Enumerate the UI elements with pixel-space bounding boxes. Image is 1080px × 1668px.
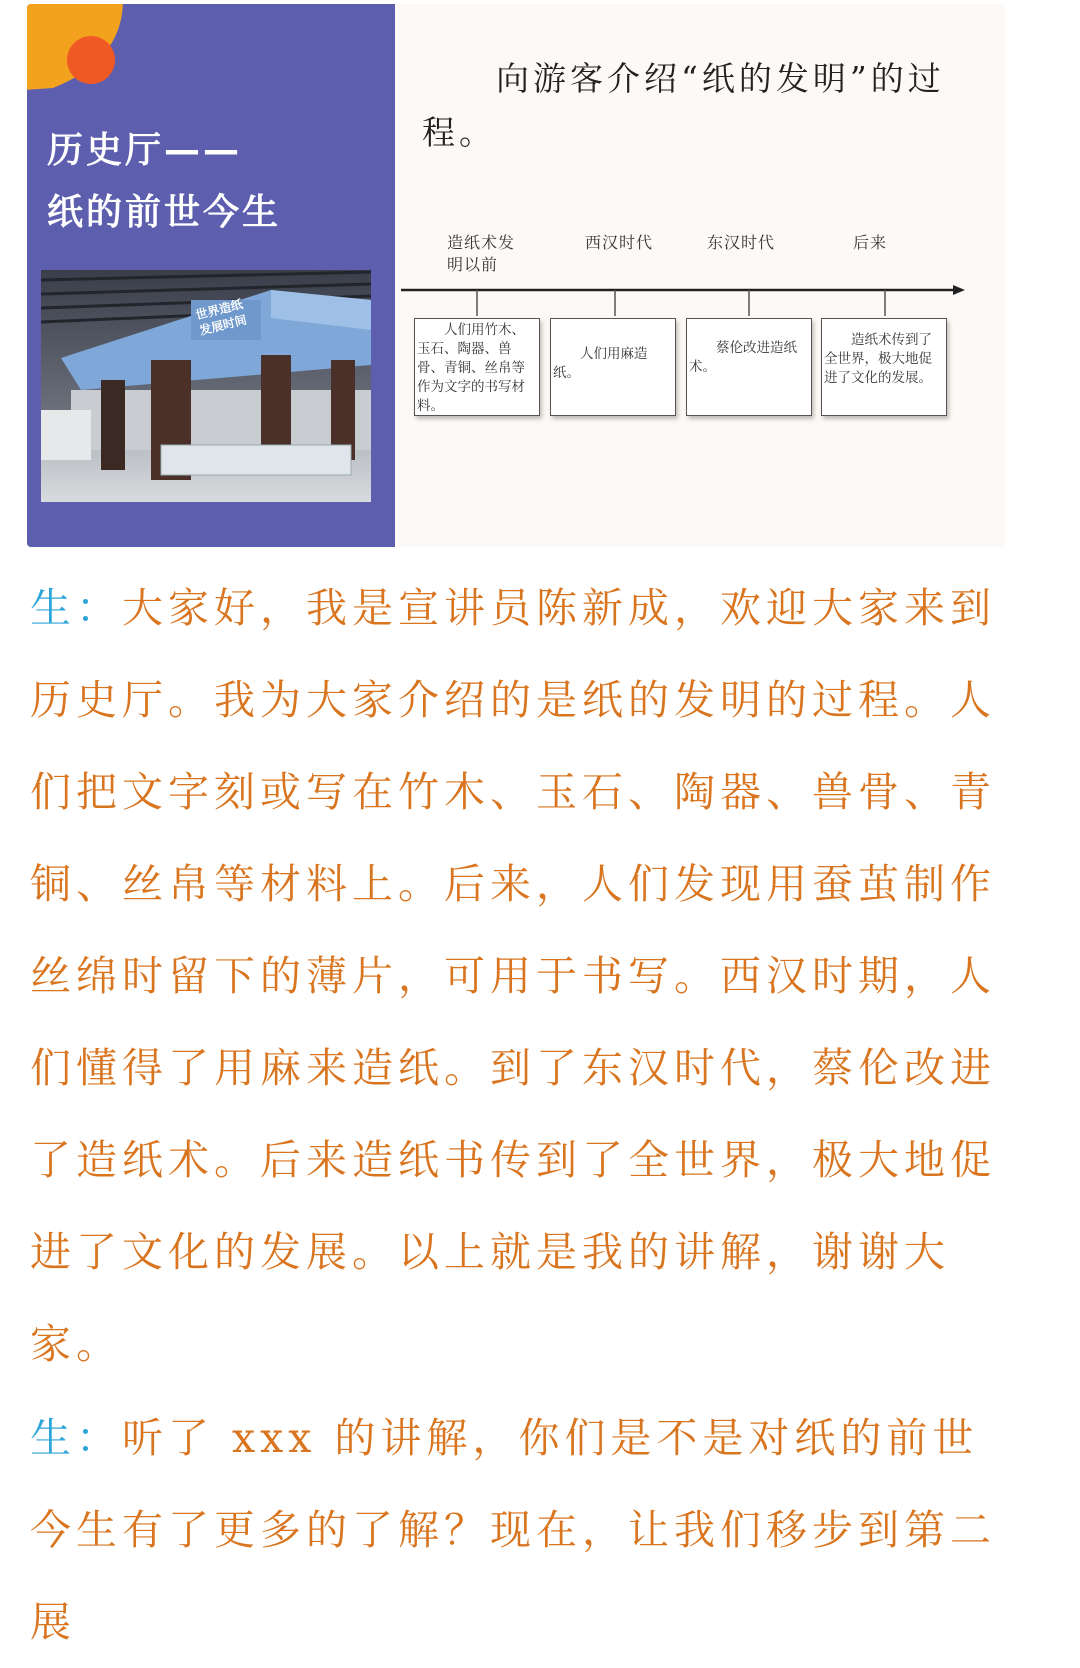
- timeline-era-2: 西汉时代: [585, 233, 654, 252]
- timeline-era-3: 东汉时代: [707, 233, 776, 252]
- timeline-box-2: 人们用麻造纸。: [550, 318, 676, 416]
- timeline-box-3: 蔡伦改进造纸术。: [686, 318, 812, 416]
- narration-text: 听了 xxx 的讲解，你们是不是对纸的前世今生有了更多的了解？现在，让我们移步到第二展: [30, 1414, 996, 1646]
- speaker-label: 生：: [30, 1414, 122, 1462]
- poster-title-line2: 纸的前世今生: [47, 192, 282, 233]
- narration-paragraph-2: [30, 1392, 1020, 1668]
- poster-left-panel: [27, 4, 395, 547]
- timeline-box-1: 人们用竹木、玉石、陶器、兽骨、青铜、丝帛等作为文字的书写材料。: [414, 318, 540, 416]
- timeline-era-1: 造纸术发明以前: [447, 233, 516, 274]
- slide-heading: 向游客介绍“纸的发明”的过程。: [422, 59, 945, 152]
- photo-sign-text: 世界造纸 发展时间: [194, 297, 249, 338]
- slide-panel: [395, 4, 1005, 547]
- narration-paragraph-1: [30, 562, 1020, 1390]
- narration-text: 大家好，我是宣讲员陈新成，欢迎大家来到历史厅。我为大家介绍的是纸的发明的过程。人们把文字刻或写在竹木、玉石、陶器、兽骨、青铜、丝帛等材料上。后来，人们发现用蚕茧制作丝绵时留下的薄片，可用于书写。西汉时期，人们懂得了用麻来造纸。到了东汉时代，蔡伦改进了造纸术。后来造纸书传到了全世界，极大地促进了文化的发展。以上就是我的讲解，谢谢大家。: [30, 584, 996, 1368]
- orange-arc-decoration: [27, 4, 123, 90]
- speaker-label: 生：: [30, 584, 122, 632]
- poster-figure: [27, 4, 1005, 547]
- timeline-box-4: 造纸术传到了全世界，极大地促进了文化的发展。: [821, 318, 947, 416]
- timeline-era-4: 后来: [853, 233, 888, 252]
- poster-title-line1: 历史厅——: [47, 130, 243, 171]
